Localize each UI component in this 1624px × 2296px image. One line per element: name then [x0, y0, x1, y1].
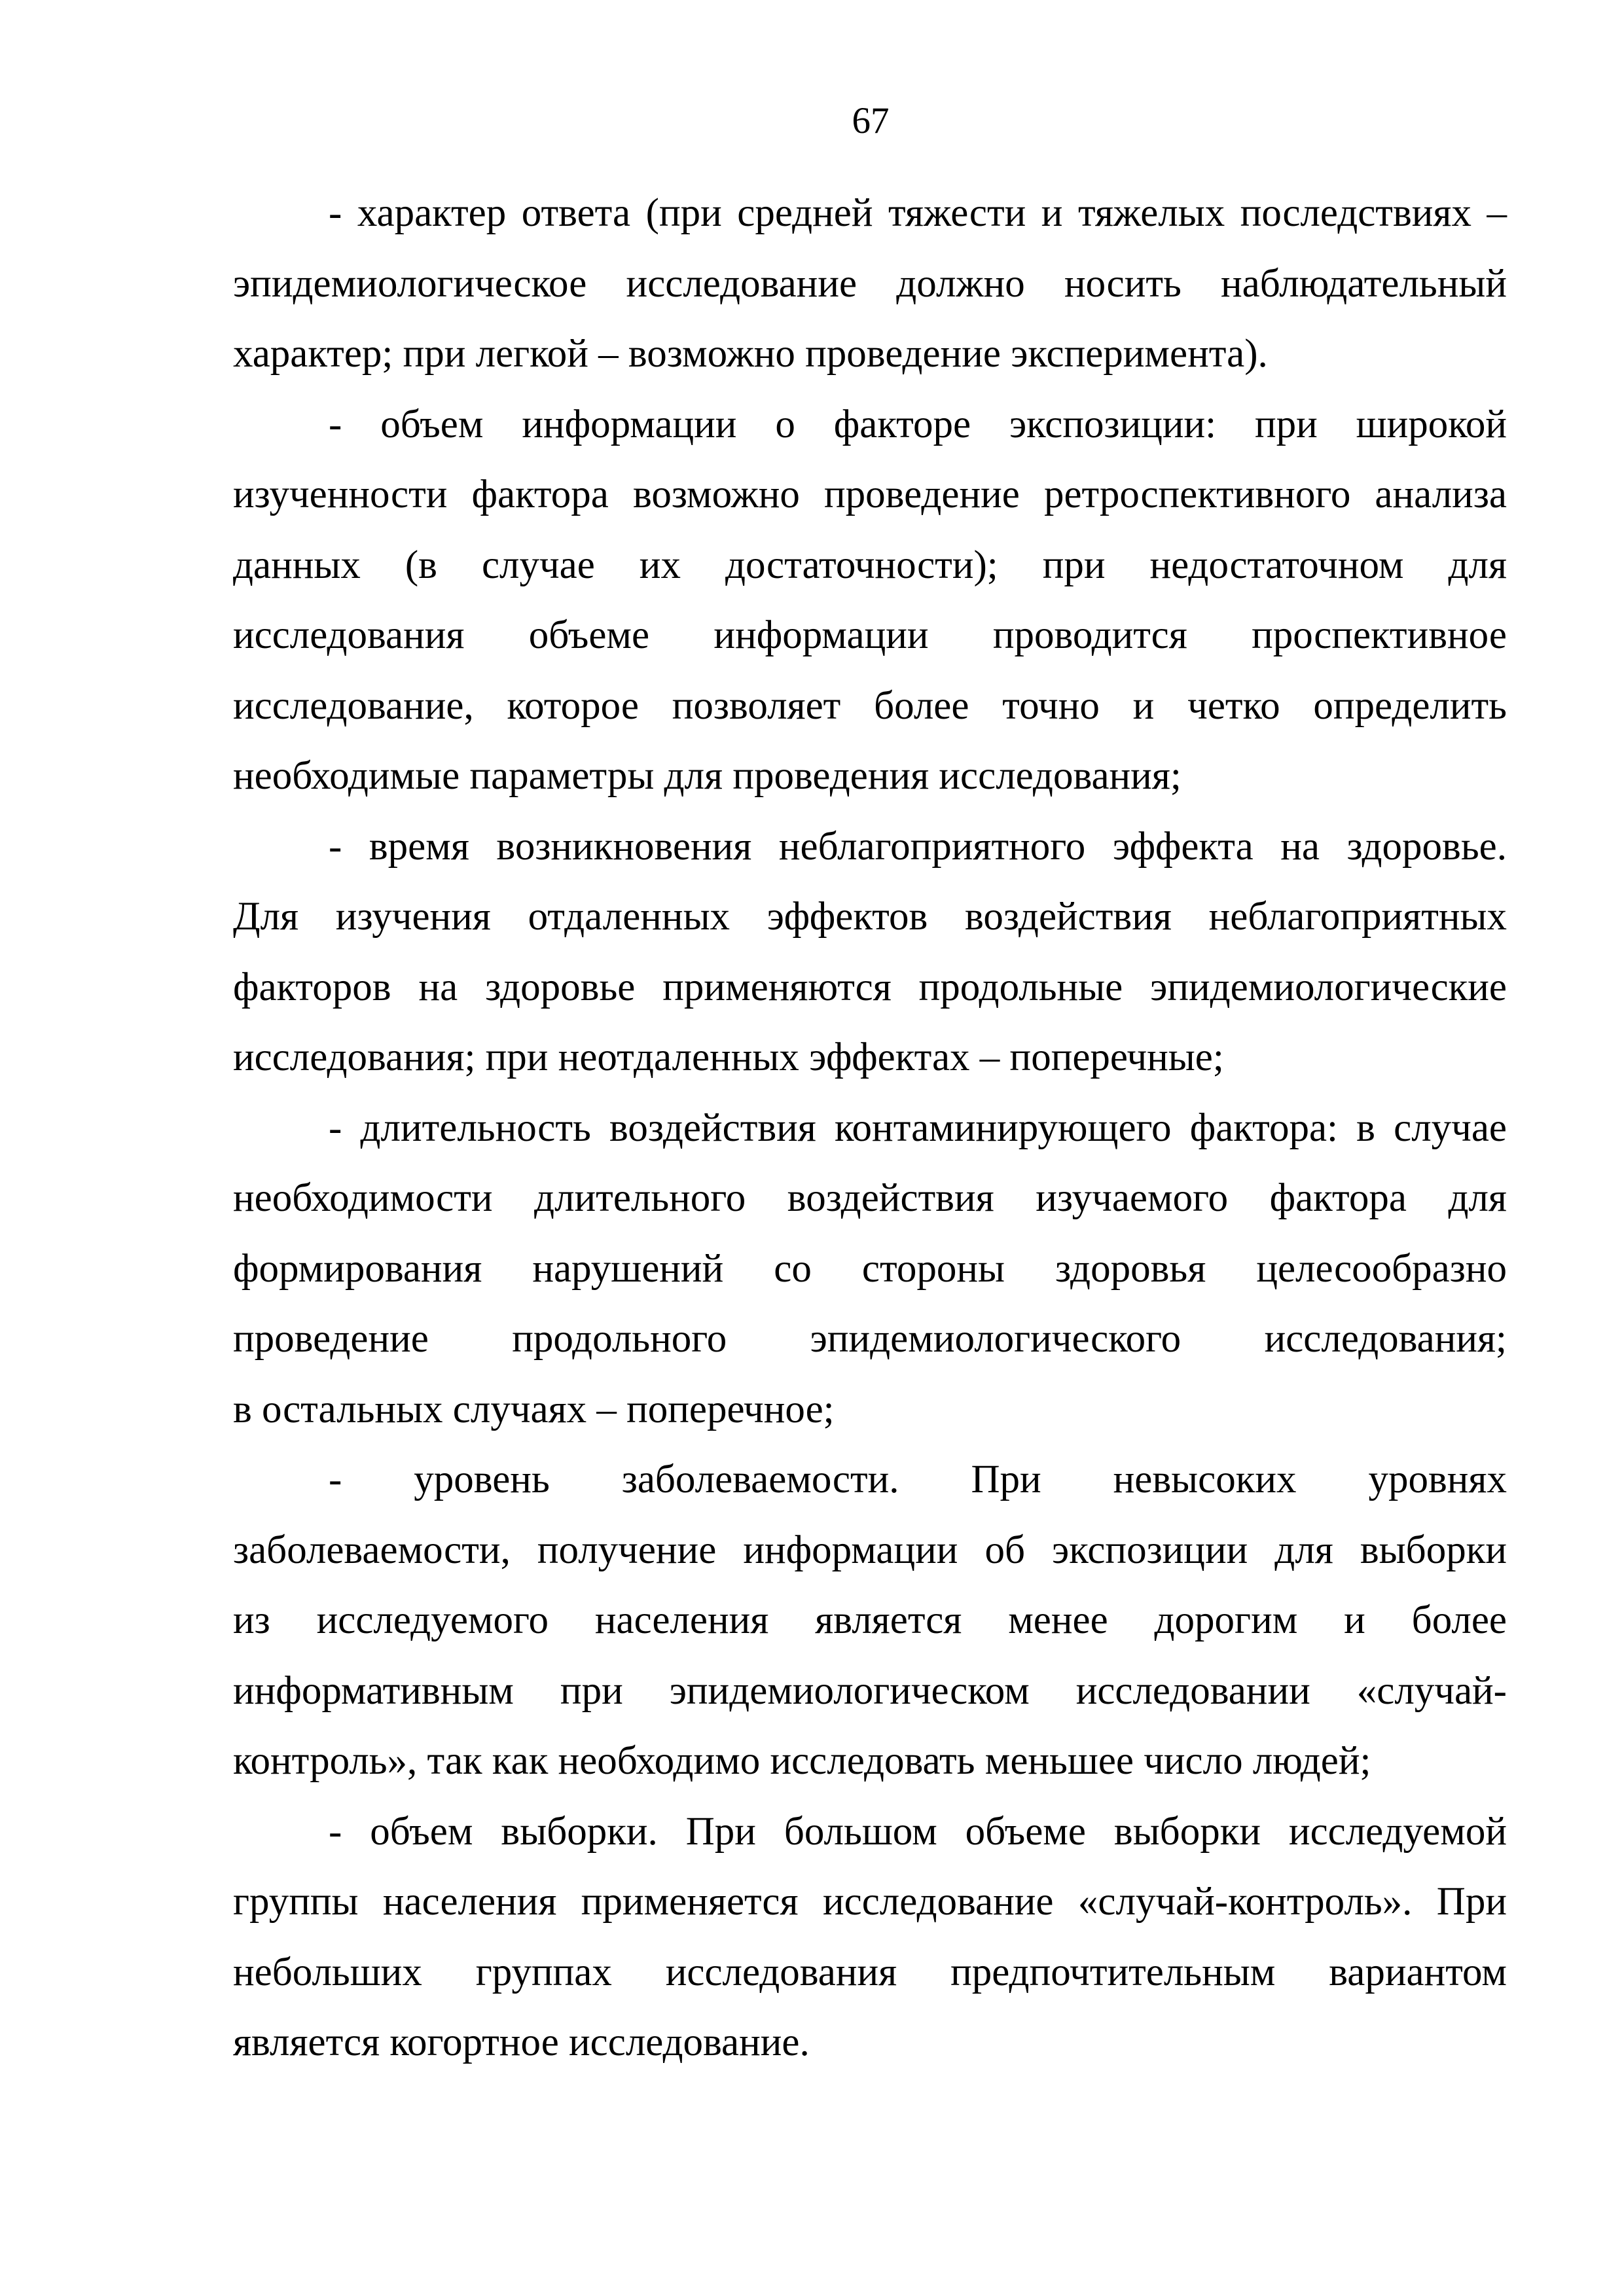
- paragraph: [233, 812, 1507, 1093]
- text-line: информативным при эпидемиологическом исследовании «случай-: [233, 1668, 1507, 1713]
- paragraph: [233, 1093, 1507, 1445]
- text-line: небольших группах исследования предпочтительным вариантом: [233, 1950, 1507, 1994]
- page-number: 67: [852, 100, 890, 141]
- text-line: факторов на здоровье применяются продольные эпидемиологические: [233, 965, 1507, 1009]
- paragraph: [233, 1444, 1507, 1797]
- text-line: исследования объеме информации проводится проспективное: [233, 613, 1507, 657]
- document-body: [233, 178, 1507, 2078]
- text-line: - длительность воздействия контаминирующего фактора: в случае: [329, 1105, 1507, 1150]
- text-line: исследования; при неотдаленных эффектах – поперечные;: [233, 1035, 1224, 1079]
- text-line: в остальных случаях – поперечное;: [233, 1387, 835, 1431]
- text-line: контроль», так как необходимо исследовать меньшее число людей;: [233, 1739, 1371, 1783]
- text-line: характер; при легкой – возможно проведение эксперимента).: [233, 332, 1268, 376]
- text-line: - уровень заболеваемости. При невысоких уровнях: [329, 1458, 1507, 1501]
- text-line: данных (в случае их достаточности); при недостаточном для: [233, 543, 1507, 587]
- paragraph: [233, 1797, 1507, 2078]
- paragraph: [233, 178, 1507, 389]
- text-line: заболеваемости, получение информации об экспозиции для выборки: [233, 1528, 1507, 1572]
- text-line: Для изучения отдаленных эффектов воздействия неблагоприятных: [233, 895, 1507, 939]
- text-line: эпидемиологическое исследование должно носить наблюдательный: [233, 261, 1507, 306]
- text-line: исследование, которое позволяет более точно и четко определить: [233, 683, 1507, 728]
- text-line: необходимости длительного воздействия изучаемого фактора для: [233, 1176, 1507, 1220]
- text-line: изученности фактора возможно проведение ретроспективного анализа: [233, 473, 1507, 516]
- text-line: группы населения применяется исследование «случай-контроль». При: [233, 1880, 1507, 1924]
- text-line: - объем информации о факторе экспозиции: при широкой: [329, 402, 1507, 446]
- text-line: из исследуемого населения является менее дорогим и более: [233, 1598, 1507, 1642]
- text-line: - характер ответа (при средней тяжести и тяжелых последствиях –: [329, 191, 1507, 235]
- text-line: проведение продольного эпидемиологического исследования;: [233, 1317, 1507, 1361]
- text-line: - время возникновения неблагоприятного эффекта на здоровье.: [329, 824, 1507, 869]
- text-line: - объем выборки. При большом объеме выборки исследуемой: [329, 1809, 1507, 1854]
- text-line: формирования нарушений со стороны здоровья целесообразно: [233, 1246, 1507, 1291]
- text-line: является когортное исследование.: [233, 2020, 810, 2064]
- paragraph: [233, 389, 1507, 812]
- text-line: необходимые параметры для проведения исследования;: [233, 754, 1182, 798]
